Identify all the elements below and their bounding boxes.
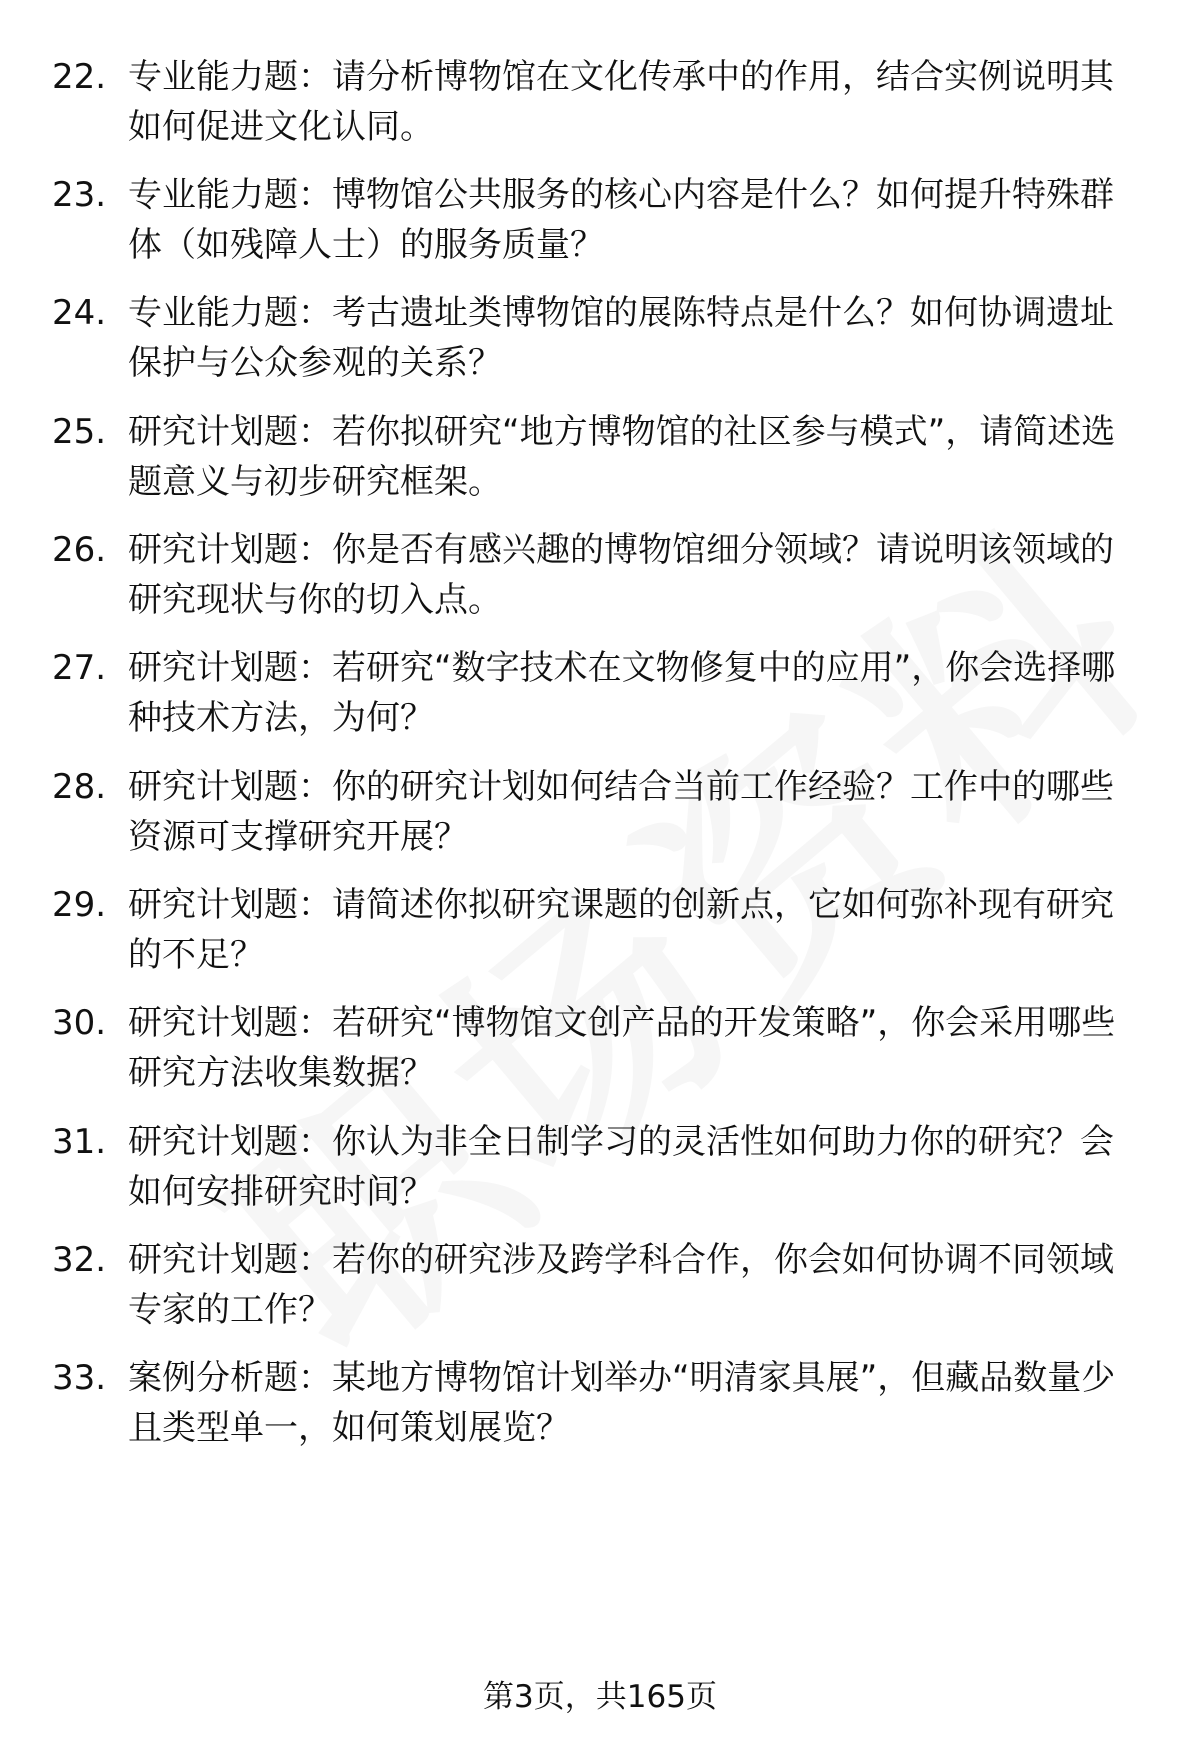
question-item (0, 288, 1200, 388)
question-item (0, 762, 1200, 862)
question-item (0, 998, 1200, 1098)
question-text: 研究计划题：若你拟研究“地方博物馆的社区参与模式”，请简述选题意义与初步研究框架。 (128, 412, 1116, 502)
question-item (0, 52, 1200, 152)
question-item (0, 407, 1200, 507)
question-number: 26. (52, 530, 107, 570)
question-number: 27. (52, 648, 107, 688)
question-text: 专业能力题：博物馆公共服务的核心内容是什么？如何提升特殊群体（如残障人士）的服务质量？ (128, 175, 1114, 265)
question-text: 专业能力题：考古遗址类博物馆的展陈特点是什么？如何协调遗址保护与公众参观的关系？ (128, 293, 1114, 383)
question-number: 30. (52, 1003, 107, 1043)
question-text: 研究计划题：你是否有感兴趣的博物馆细分领域？请说明该领域的研究现状与你的切入点。 (128, 530, 1114, 620)
question-number: 23. (52, 175, 107, 215)
question-number: 32. (52, 1240, 107, 1280)
question-item (0, 170, 1200, 270)
question-text: 专业能力题：请分析博物馆在文化传承中的作用，结合实例说明其如何促进文化认同。 (128, 57, 1114, 147)
question-number: 33. (52, 1358, 107, 1398)
question-text: 案例分析题：某地方博物馆计划举办“明清家具展”，但藏品数量少且类型单一，如何策划展览？ (128, 1358, 1116, 1448)
question-text: 研究计划题：若研究“博物馆文创产品的开发策略”，你会采用哪些研究方法收集数据？ (128, 1003, 1116, 1093)
question-text: 研究计划题：你认为非全日制学习的灵活性如何助力你的研究？会如何安排研究时间？ (128, 1122, 1114, 1212)
question-item (0, 880, 1200, 980)
question-text: 研究计划题：请简述你拟研究课题的创新点，它如何弥补现有研究的不足？ (128, 885, 1114, 975)
question-item (0, 1117, 1200, 1217)
page-footer: 第3页，共165页 (483, 1679, 717, 1715)
question-item (0, 525, 1200, 625)
question-text: 研究计划题：若研究“数字技术在文物修复中的应用”，你会选择哪种技术方法，为何？ (128, 648, 1116, 738)
question-item (0, 643, 1200, 743)
question-number: 29. (52, 885, 107, 925)
question-number: 22. (52, 57, 107, 97)
question-text: 研究计划题：你的研究计划如何结合当前工作经验？工作中的哪些资源可支撑研究开展？ (128, 767, 1114, 857)
question-number: 28. (52, 767, 107, 807)
question-number: 24. (52, 293, 107, 333)
question-item (0, 1353, 1200, 1453)
question-number: 25. (52, 412, 107, 452)
question-item (0, 1235, 1200, 1335)
question-text: 研究计划题：若你的研究涉及跨学科合作，你会如何协调不同领域专家的工作？ (128, 1240, 1114, 1330)
question-number: 31. (52, 1122, 107, 1162)
